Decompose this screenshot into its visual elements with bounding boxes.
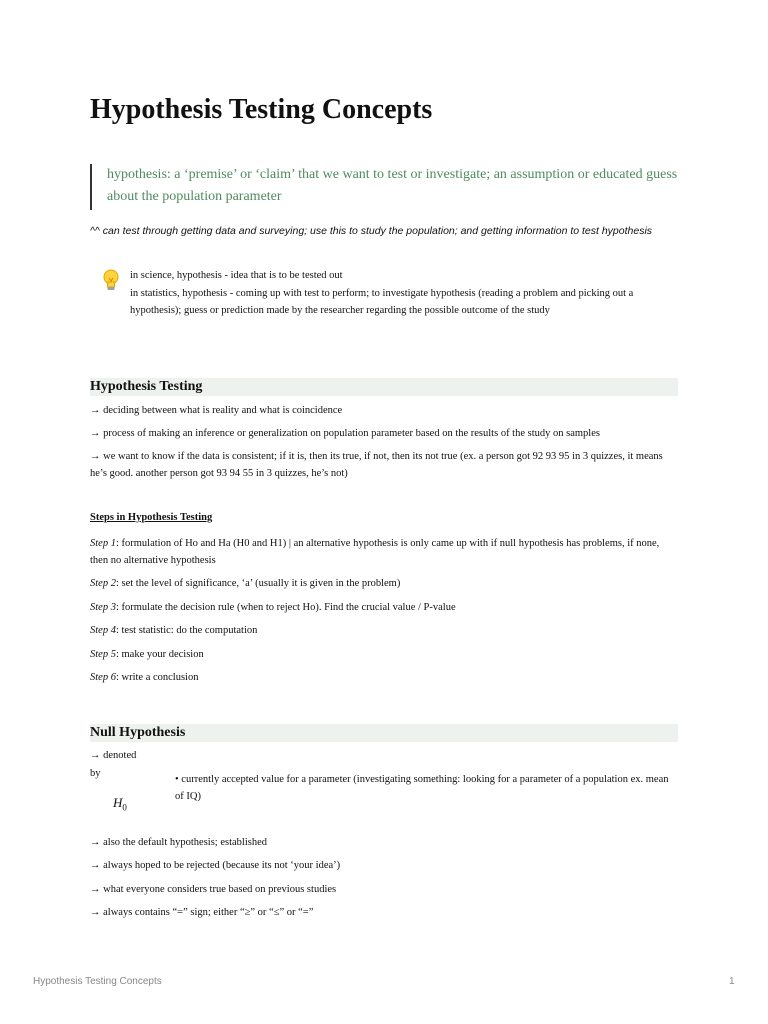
h0-letter: H bbox=[113, 795, 123, 810]
list-item: → always hoped to be rejected (because its not ‘your idea’) bbox=[90, 860, 341, 871]
footer-page-number: 1 bbox=[729, 976, 735, 987]
h0-symbol bbox=[113, 795, 127, 813]
footer-document-title: Hypothesis Testing Concepts bbox=[33, 976, 162, 987]
step-text: : formulation of Ho and Ha (H0 and H1) | an alternative hypothesis is only came up with if null hypothesis has problems, if none, then no alternative hypothesis bbox=[90, 538, 660, 566]
page-title: Hypothesis Testing Concepts bbox=[90, 94, 433, 125]
step-text: : formulate the decision rule (when to reject Ho). Find the crucial value / P-value bbox=[115, 602, 456, 613]
step-label: Step 6 bbox=[90, 672, 116, 683]
list-item: → deciding between what is reality and what is coincidence bbox=[90, 405, 343, 416]
step-item bbox=[90, 575, 678, 592]
step-label: Step 1 bbox=[90, 538, 116, 549]
step-item bbox=[90, 599, 678, 616]
h0-subscript: 0 bbox=[122, 802, 127, 813]
denoted-by-label: by bbox=[90, 768, 101, 779]
step-label: Step 2 bbox=[90, 578, 116, 589]
section-heading-null-hypothesis: Null Hypothesis bbox=[90, 724, 678, 742]
step-label: Step 4 bbox=[90, 625, 116, 636]
step-item bbox=[90, 669, 678, 686]
list-item: → also the default hypothesis; established bbox=[90, 837, 268, 848]
caret-note: ^^ can test through getting data and surveying; use this to study the population; and getting information to test hypothesis bbox=[90, 225, 653, 237]
step-text: : set the level of significance, ‘a’ (usually it is given in the problem) bbox=[115, 578, 401, 589]
step-text: : make your decision bbox=[115, 649, 204, 660]
list-item: → always contains “=” sign; either “≥” or “≤” or “=” bbox=[90, 907, 314, 918]
definition-quote: hypothesis: a ‘premise’ or ‘claim’ that we want to test or investigate; an assumption or educated guess about the population parameter bbox=[90, 164, 678, 210]
callout-line: in science, hypothesis - idea that is to be tested out bbox=[130, 270, 343, 281]
denoted-label: → denoted bbox=[90, 750, 137, 761]
list-item: → process of making an inference or generalization on population parameter based on the results of the study on samples bbox=[90, 428, 600, 439]
h0-description: • currently accepted value for a parameter (investigating something: looking for a parameter of a population ex. mean of IQ) bbox=[175, 774, 669, 802]
step-item bbox=[90, 535, 678, 569]
step-item bbox=[90, 646, 678, 663]
step-text: : write a conclusion bbox=[115, 672, 199, 683]
step-item bbox=[90, 622, 678, 639]
steps-heading: Steps in Hypothesis Testing bbox=[90, 512, 213, 523]
callout-text bbox=[130, 267, 678, 320]
callout-line: in statistics, hypothesis - coming up with test to perform; to investigate hypothesis (reading a problem and picking out a hypothesis); guess or prediction made by the researcher regarding the possible outcome of the study bbox=[130, 287, 634, 316]
step-label: Step 3 bbox=[90, 602, 116, 613]
lightbulb-icon bbox=[102, 269, 120, 293]
step-label: Step 5 bbox=[90, 649, 116, 660]
step-text: : test statistic: do the computation bbox=[115, 625, 258, 636]
section-heading-hypothesis-testing: Hypothesis Testing bbox=[90, 378, 678, 396]
list-item: → we want to know if the data is consistent; if it is, then its true, if not, then its not true (ex. a person got 92 93 95 in 3 quizzes, it means he’s good. another person got 93 94 55 in 3 quizzes, he’s not) bbox=[90, 451, 663, 479]
list-item: → what everyone considers true based on previous studies bbox=[90, 884, 337, 895]
